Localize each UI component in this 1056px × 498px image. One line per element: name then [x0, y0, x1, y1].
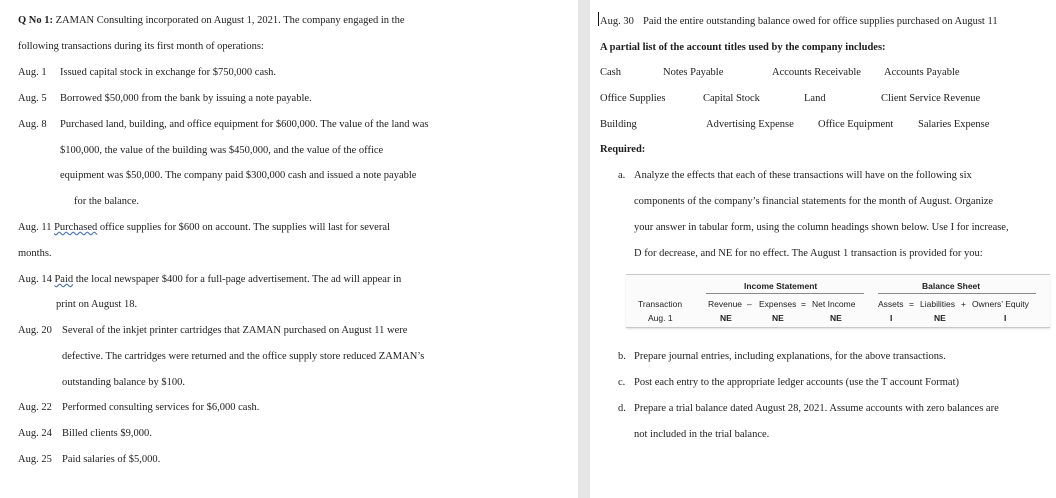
- account-title: Capital Stock: [703, 93, 760, 104]
- account-title: Client Service Revenue: [881, 93, 981, 104]
- account-title: Accounts Payable: [884, 67, 960, 78]
- account-title: Cash: [600, 67, 621, 78]
- requirement-letter: c.: [618, 377, 626, 388]
- required-label: Required:: [600, 144, 646, 155]
- transaction-date: [18, 274, 401, 286]
- transaction-text: Purchased land, building, and office equipment for $600,000. The value of the land was: [60, 119, 429, 130]
- table-group-income: Income Statement: [744, 281, 818, 291]
- spellcheck-word[interactable]: Paid: [54, 274, 74, 285]
- requirement-letter: a.: [618, 170, 626, 181]
- transaction-text: Billed clients $9,000.: [62, 428, 152, 439]
- question-intro-cont: following transactions during its first month of operations:: [18, 41, 264, 52]
- table-group-rule: [878, 293, 1036, 294]
- account-title: Advertising Expense: [706, 119, 794, 130]
- table-op-plus: +: [961, 299, 966, 309]
- account-title: Office Equipment: [818, 119, 894, 130]
- account-title: Office Supplies: [600, 93, 666, 104]
- table-op-minus: –: [747, 299, 752, 309]
- transaction-date: Aug. 24: [18, 428, 52, 439]
- transaction-date: Aug. 25: [18, 454, 52, 465]
- table-col-equity: Owners’ Equity: [972, 299, 1029, 309]
- transaction-text-cont: $100,000, the value of the building was $450,000, and the value of the office: [60, 145, 384, 156]
- table-op-equals: =: [801, 299, 806, 309]
- requirement-text-cont: D for decrease, and NE for no effect. The August 1 transaction is provided for you:: [634, 248, 983, 259]
- account-title: Accounts Receivable: [772, 67, 861, 78]
- effects-table: [626, 274, 1050, 328]
- requirement-text-cont: your answer in tabular form, using the column headings shown below. Use I for increase,: [634, 222, 1009, 233]
- table-col-expenses: Expenses: [759, 299, 797, 309]
- requirement-letter: b.: [618, 351, 626, 362]
- transaction-date: Aug. 22: [18, 402, 52, 413]
- transaction-date: Aug. 8: [18, 119, 47, 130]
- table-col-assets: Assets: [878, 299, 904, 309]
- account-title: Notes Payable: [663, 67, 724, 78]
- transaction-text: the local newspaper $400 for a full-page advertisement. The ad will appear in: [75, 274, 402, 285]
- account-title: Salaries Expense: [918, 119, 990, 130]
- transaction-text: office supplies for $600 on account. The supplies will last for several: [99, 222, 390, 233]
- table-cell-assets: I: [890, 313, 893, 323]
- transaction-date-text: Aug. 11: [18, 222, 52, 233]
- transaction-text: Borrowed $50,000 from the bank by issuing a note payable.: [60, 93, 312, 104]
- transaction-date: Aug. 30: [600, 16, 634, 27]
- requirement-text-cont: components of the company’s financial statements for the month of August. Organize: [634, 196, 994, 207]
- table-cell-equity: I: [1004, 313, 1007, 323]
- transaction-text: Performed consulting services for $6,000 cash.: [62, 402, 260, 413]
- transaction-text: Issued capital stock in exchange for $750,000 cash.: [60, 67, 277, 78]
- transaction-text: Paid salaries of $5,000.: [62, 454, 161, 465]
- requirement-letter: d.: [618, 403, 626, 414]
- requirement-text: Prepare journal entries, including explanations, for the above transactions.: [634, 351, 946, 362]
- transaction-date: Aug. 5: [18, 93, 47, 104]
- transaction-text-cont: print on August 18.: [56, 299, 138, 310]
- transaction-date: Aug. 1: [18, 67, 47, 78]
- requirement-text-cont: not included in the trial balance.: [634, 429, 770, 440]
- transaction-text: Several of the inkjet printer cartridges that ZAMAN purchased on August 11 were: [62, 325, 408, 336]
- transaction-text-cont: equipment was $50,000. The company paid $300,000 cash and issued a note payable: [60, 170, 417, 181]
- question-number: Q No 1:: [18, 15, 53, 26]
- table-cell-net-income: NE: [830, 313, 842, 323]
- table-col-transaction: Transaction: [638, 299, 683, 309]
- table-group-rule: [706, 293, 864, 294]
- transaction-text: Paid the entire outstanding balance owed for office supplies purchased on August 11: [643, 16, 998, 27]
- transaction-text-cont: for the balance.: [74, 196, 140, 207]
- transaction-date-text: Aug. 14: [18, 274, 52, 285]
- table-col-liabilities: Liabilities: [920, 299, 955, 309]
- transaction-text-cont: defective. The cartridges were returned and the office supply store reduced ZAMAN’s: [62, 351, 425, 362]
- table-op-equals: =: [909, 299, 914, 309]
- table-cell-expenses: NE: [772, 313, 784, 323]
- question-intro: ZAMAN Consulting incorporated on August 1, 2021. The company engaged in the: [55, 15, 405, 26]
- accounts-heading: A partial list of the account titles used by the company includes:: [600, 42, 886, 53]
- account-title: Land: [804, 93, 826, 104]
- table-cell-revenue: NE: [720, 313, 732, 323]
- transaction-date: Aug. 20: [18, 325, 52, 336]
- transaction-text-cont: months.: [18, 248, 52, 259]
- table-col-net-income: Net Income: [812, 299, 856, 309]
- requirement-text: Analyze the effects that each of these transactions will have on the following six: [634, 170, 972, 181]
- transaction-text-cont: outstanding balance by $100.: [62, 377, 186, 388]
- text-cursor: [598, 12, 599, 26]
- requirement-text: Prepare a trial balance dated August 28, 2021. Assume accounts with zero balances are: [634, 403, 999, 414]
- transaction-date: [18, 222, 390, 234]
- table-cell-liabilities: NE: [934, 313, 946, 323]
- table-row-label: Aug. 1: [648, 313, 673, 323]
- table-group-balance: Balance Sheet: [922, 281, 981, 291]
- table-col-revenue: Revenue: [708, 299, 743, 309]
- requirement-text: Post each entry to the appropriate ledger accounts (use the T account Format): [634, 377, 960, 388]
- question-heading: [18, 15, 405, 27]
- spellcheck-word[interactable]: Purchased: [54, 222, 98, 233]
- account-title: Building: [600, 119, 637, 130]
